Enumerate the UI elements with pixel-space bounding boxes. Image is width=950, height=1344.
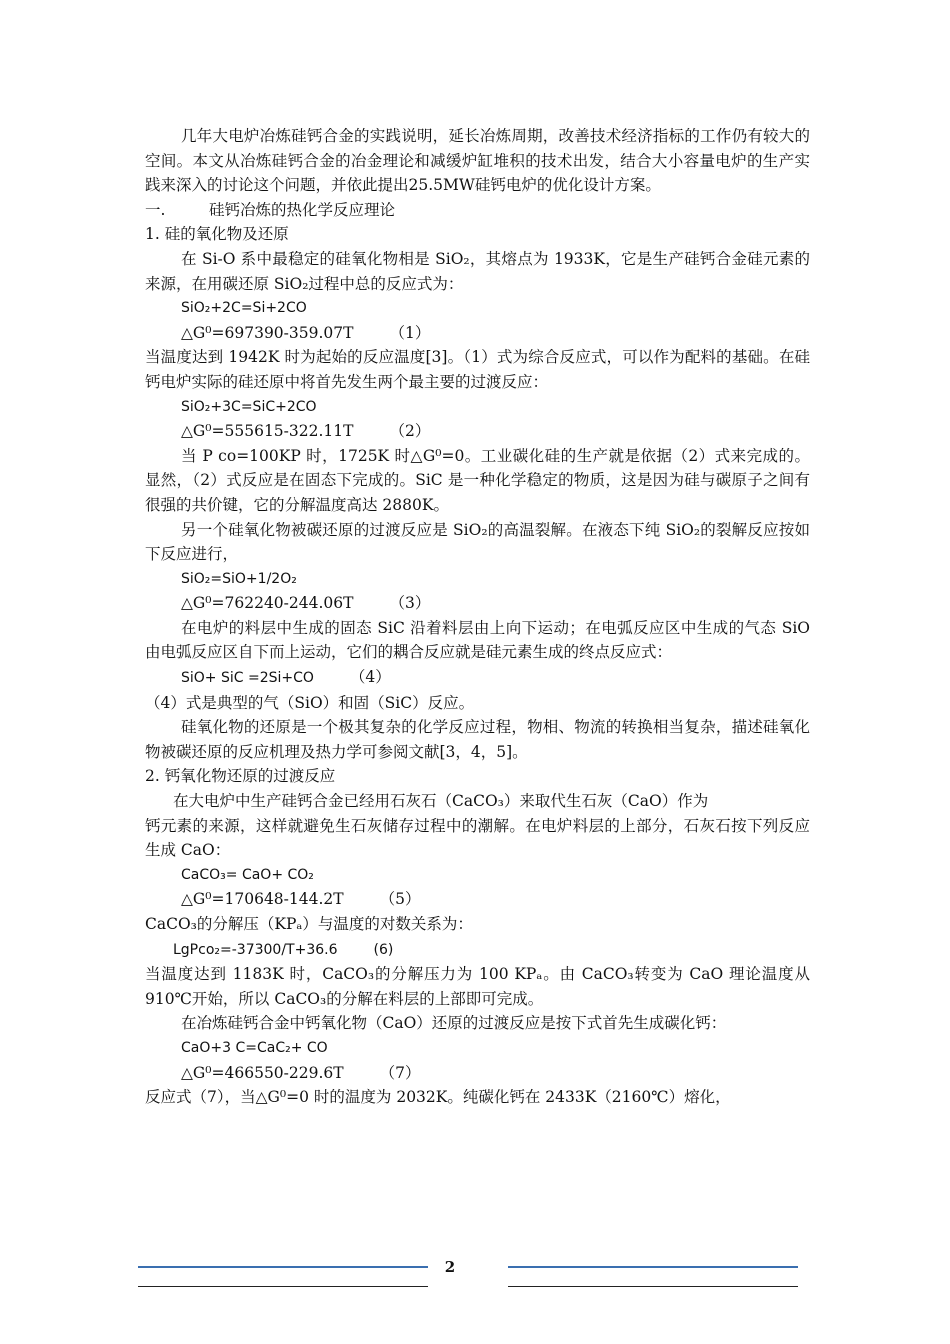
paragraph: CaCO₃的分解压（KPₐ）与温度的对数关系为： xyxy=(145,915,473,933)
equation-number: （1） xyxy=(389,323,431,342)
equation-with-number xyxy=(145,937,810,963)
equation: SiO₂=SiO+1/2O₂ xyxy=(181,570,297,587)
paragraph: 当 P co=100KP 时，1725K 时△G⁰=0。工业碳化硅的生产就是依据（2）式来完成的。显然，（2）式反应是在固态下完成的。SiC 是一种化学稳定的物质，这是因为硅与碳原子之间有很强的共价键，它的分解温度高达 2880K。 xyxy=(145,446,810,514)
footer-rule xyxy=(138,1266,428,1268)
page-footer xyxy=(138,1252,798,1302)
equation-with-number xyxy=(145,665,810,691)
gibbs-expression: △G⁰=555615-322.11T xyxy=(181,422,354,441)
gibbs-equation xyxy=(145,321,810,346)
gibbs-equation xyxy=(145,887,810,912)
gibbs-expression: △G⁰=466550-229.6T xyxy=(181,1063,344,1082)
equation-number: （2） xyxy=(389,422,431,441)
section-title: 硅钙冶炼的热化学反应理论 xyxy=(209,200,396,219)
equation-number: （5） xyxy=(379,890,421,909)
equation-number: （7） xyxy=(379,1063,421,1082)
document-body xyxy=(145,124,810,1110)
equation: LgPco₂=-37300/T+36.6 xyxy=(173,941,338,958)
paragraph: 在电炉的料层中生成的固态 SiC 沿着料层由上向下运动；在电弧反应区中生成的气态 SiO 由电弧反应区自下而上运动，它们的耦合反应就是硅元素生成的终点反应式： xyxy=(145,618,810,662)
paragraph: （4）式是典型的气（SiO）和固（SiC）反应。 xyxy=(145,693,475,712)
paragraph: 当温度达到 1942K 时为起始的反应温度[3]。（1）式为综合反应式，可以作为配料的基础。在硅钙电炉实际的硅还原中将首先发生两个最主要的过渡反应： xyxy=(145,348,810,391)
gibbs-equation xyxy=(145,419,810,444)
paragraph: 在冶炼硅钙合金中钙氧化物（CaO）还原的过渡反应是按下式首先生成碳化钙： xyxy=(181,1014,727,1033)
equation: CaCO₃= CaO+ CO₂ xyxy=(181,866,314,883)
page-number: 2 xyxy=(444,1258,456,1276)
equation: SiO+ SiC =2Si+CO xyxy=(181,670,314,687)
subheading-silicon: 1. 硅的氧化物及还原 xyxy=(145,225,289,244)
footer-rule xyxy=(508,1266,798,1268)
equation: CaO+3 C=CaC₂+ CO xyxy=(181,1039,328,1056)
footer-rule xyxy=(138,1286,428,1287)
equation-number: (6) xyxy=(373,941,394,958)
paragraph: 在大电炉中生产硅钙合金已经用石灰石（CaCO₃）来取代生石灰（CaO）作为 xyxy=(173,792,709,811)
gibbs-expression: △G⁰=697390-359.07T xyxy=(181,323,354,342)
subheading-calcium: 2. 钙氧化物还原的过渡反应 xyxy=(145,767,336,786)
equation-number: （3） xyxy=(389,594,431,613)
paragraph: 钙元素的来源，这样就避免生石灰储存过程中的潮解。在电炉料层的上部分，石灰石按下列反应生成 CaO： xyxy=(145,816,810,860)
paragraph: 反应式（7），当△G⁰=0 时的温度为 2032K。纯碳化钙在 2433K（2160℃）熔化， xyxy=(145,1088,731,1107)
gibbs-expression: △G⁰=762240-244.06T xyxy=(181,594,354,613)
equation: SiO₂+2C=Si+2CO xyxy=(181,300,307,317)
intro-paragraph: 几年大电炉冶炼硅钙合金的实践说明，延长冶炼周期，改善技术经济指标的工作仍有较大的空间。本文从冶炼硅钙合金的冶金理论和减缓炉缸堆积的技术出发，结合大小容量电炉的生产实践来深入的讨论这个问题，并依此提出25.5MW硅钙电炉的优化设计方案。 xyxy=(145,127,810,195)
footer-rule xyxy=(508,1286,798,1287)
gibbs-expression: △G⁰=170648-144.2T xyxy=(181,890,344,909)
equation-number: （4） xyxy=(349,668,391,687)
gibbs-equation xyxy=(145,591,810,616)
paragraph: 另一个硅氧化物被碳还原的过渡反应是 SiO₂的高温裂解。在液态下纯 SiO₂的裂解反应按如下反应进行， xyxy=(145,520,810,564)
paragraph: 硅氧化物的还原是一个极其复杂的化学反应过程，物相、物流的转换相当复杂，描述硅氧化物被碳还原的反应机理及热力学可参阅文献[3，4，5]。 xyxy=(145,718,810,761)
section-number: 一. xyxy=(145,200,166,219)
section-heading xyxy=(145,198,810,223)
paragraph: 当温度达到 1183K 时，CaCO₃的分解压力为 100 KPₐ。由 CaCO₃转变为 CaO 理论温度从 910℃开始，所以 CaCO₃的分解在料层的上部即可完成。 xyxy=(145,965,810,1008)
gibbs-equation xyxy=(145,1061,810,1086)
equation: SiO₂+3C=SiC+2CO xyxy=(181,398,317,415)
paragraph: 在 Si-O 系中最稳定的硅氧化物相是 SiO₂，其熔点为 1933K，它是生产硅钙合金硅元素的来源，在用碳还原 SiO₂过程中总的反应式为： xyxy=(145,249,810,293)
